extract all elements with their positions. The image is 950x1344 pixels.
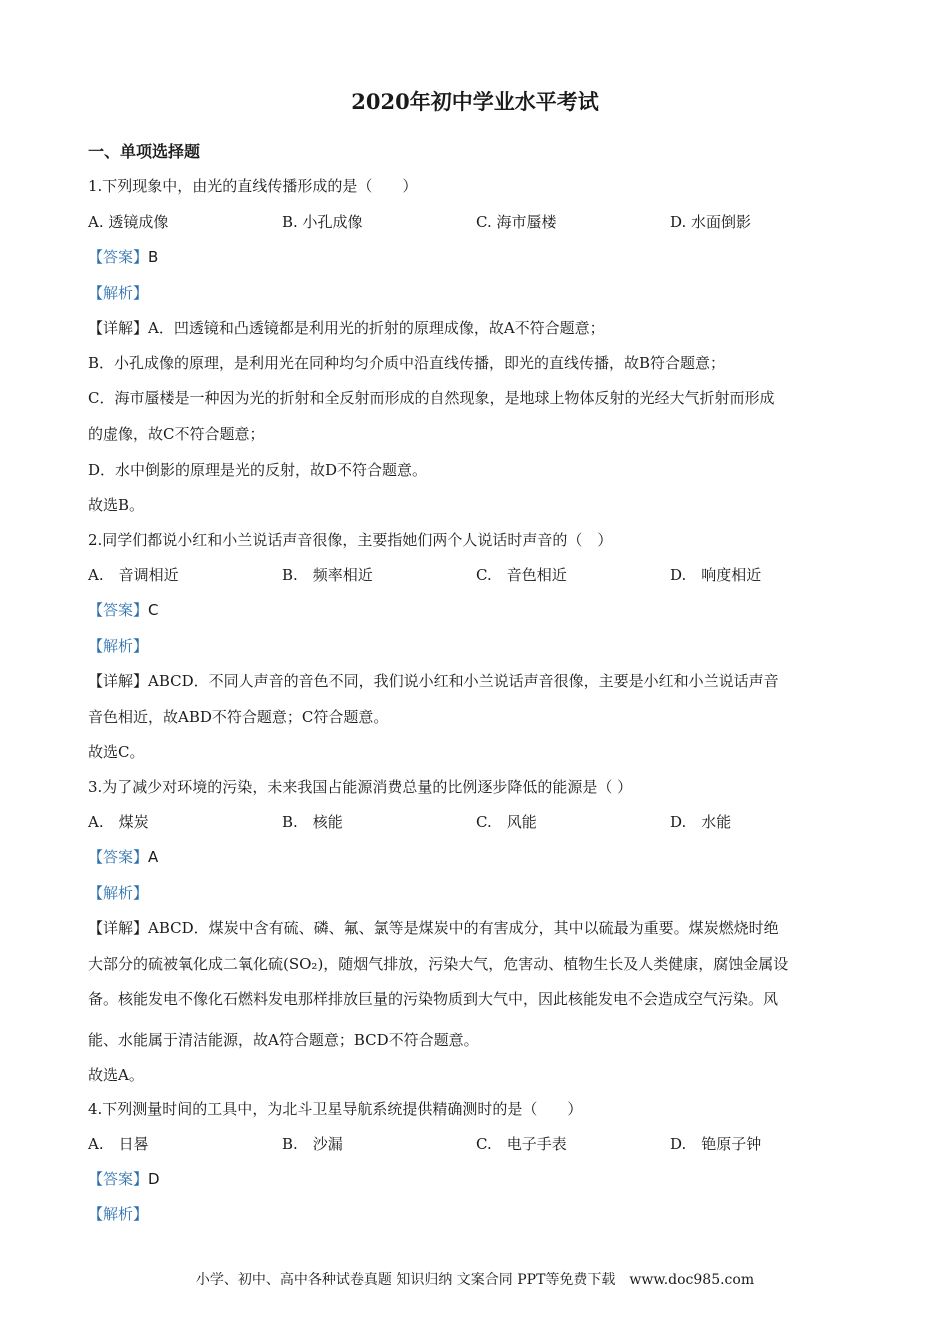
q1-option-d: D. 水面倒影: [670, 213, 752, 231]
page-footer: 小学、初中、高中各种试卷真题 知识归纳 文案合同 PPT等免费下载 www.doc985.com: [195, 1272, 755, 1288]
answer-tag: 【答案】: [88, 601, 149, 619]
question-2-stem: 2.同学们都说小红和小兰说话声音很像，主要指她们两个人说话时声音的（ ）: [88, 531, 613, 549]
detail-text: A．凹透镜和凸透镜都是利用光的折射的原理成像，故A不符合题意；: [148, 319, 605, 337]
q2-conclusion: 故选C。: [88, 743, 145, 761]
answer-tag: 【答案】: [88, 848, 149, 866]
q3-detail-1: [88, 918, 779, 938]
answer-value: A: [148, 848, 159, 866]
answer-value: B: [148, 248, 159, 266]
detail-tag: 【详解】: [88, 672, 149, 690]
q3-detail-2: 大部分的硫被氧化成二氧化硫(SO₂)，随烟气排放，污染大气，危害动、植物生长及人类健康，腐蚀金属设: [88, 955, 789, 973]
q1-detail-3: C．海市蜃楼是一种因为光的折射和全反射而形成的自然现象，是地球上物体反射的光经大气折射而形成: [88, 389, 775, 407]
q3-answer: [88, 847, 158, 867]
q2-answer: [88, 600, 159, 620]
question-3-stem: 3.为了减少对环境的污染，未来我国占能源消费总量的比例逐步降低的能源是（ ）: [88, 778, 633, 796]
answer-value: C: [148, 601, 159, 619]
q2-option-c: C. 音色相近: [476, 566, 567, 584]
q2-detail-2: 音色相近，故ABD不符合题意；C符合题意。: [88, 708, 389, 726]
q1-detail-1: [88, 318, 605, 338]
answer-tag: 【答案】: [88, 1170, 149, 1188]
answer-tag: 【答案】: [88, 248, 149, 266]
q4-option-c: C. 电子手表: [476, 1135, 567, 1153]
q1-option-b: B. 小孔成像: [282, 213, 363, 231]
document-title: 2020年初中学业水平考试: [351, 89, 599, 114]
detail-tag: 【详解】: [88, 919, 149, 937]
q1-detail-5: D．水中倒影的原理是光的反射，故D不符合题意。: [88, 461, 428, 479]
q3-option-a: A. 煤炭: [88, 813, 149, 831]
q4-answer: [88, 1169, 160, 1189]
q3-option-d: D. 水能: [670, 813, 732, 831]
q1-detail-4: 的虚像，故C不符合题意；: [88, 425, 265, 443]
q4-option-a: A. 日晷: [88, 1135, 149, 1153]
detail-text: ABCD．煤炭中含有硫、磷、氟、氯等是煤炭中的有害成分，其中以硫最为重要。煤炭燃烧时绝: [148, 919, 779, 937]
q4-analysis-tag: 【解析】: [88, 1205, 149, 1223]
q2-analysis-tag: 【解析】: [88, 637, 149, 655]
detail-text: ABCD．不同人声音的音色不同，我们说小红和小兰说话声音很像，主要是小红和小兰说话声音: [148, 672, 779, 690]
section-heading: 一、单项选择题: [88, 142, 201, 161]
detail-tag: 【详解】: [88, 319, 149, 337]
q1-detail-2: B．小孔成像的原理，是利用光在同种均匀介质中沿直线传播，即光的直线传播，故B符合题意；: [88, 354, 726, 372]
q1-answer: [88, 247, 158, 267]
q2-detail-1: [88, 671, 779, 691]
question-4-stem: 4.下列测量时间的工具中，为北斗卫星导航系统提供精确测时的是（ ）: [88, 1100, 583, 1118]
q3-detail-4: 能、水能属于清洁能源，故A符合题意；BCD不符合题意。: [88, 1031, 479, 1049]
q1-analysis-tag: 【解析】: [88, 284, 149, 302]
q2-option-a: A. 音调相近: [88, 566, 179, 584]
q1-option-c: C. 海市蜃楼: [476, 213, 557, 231]
q3-option-b: B. 核能: [282, 813, 343, 831]
q3-detail-3: 备。核能发电不像化石燃料发电那样排放巨量的污染物质到大气中，因此核能发电不会造成空气污染。风: [88, 990, 779, 1008]
answer-value: D: [148, 1170, 160, 1188]
q2-option-b: B. 频率相近: [282, 566, 373, 584]
q4-option-b: B. 沙漏: [282, 1135, 343, 1153]
q2-option-d: D. 响度相近: [670, 566, 762, 584]
q3-conclusion: 故选A。: [88, 1066, 144, 1084]
q3-option-c: C. 风能: [476, 813, 537, 831]
question-1-stem: 1.下列现象中，由光的直线传播形成的是（ ）: [88, 177, 418, 195]
q3-analysis-tag: 【解析】: [88, 884, 149, 902]
q1-conclusion: 故选B。: [88, 496, 145, 514]
q4-option-d: D. 铯原子钟: [670, 1135, 762, 1153]
q1-option-a: A. 透镜成像: [88, 213, 169, 231]
